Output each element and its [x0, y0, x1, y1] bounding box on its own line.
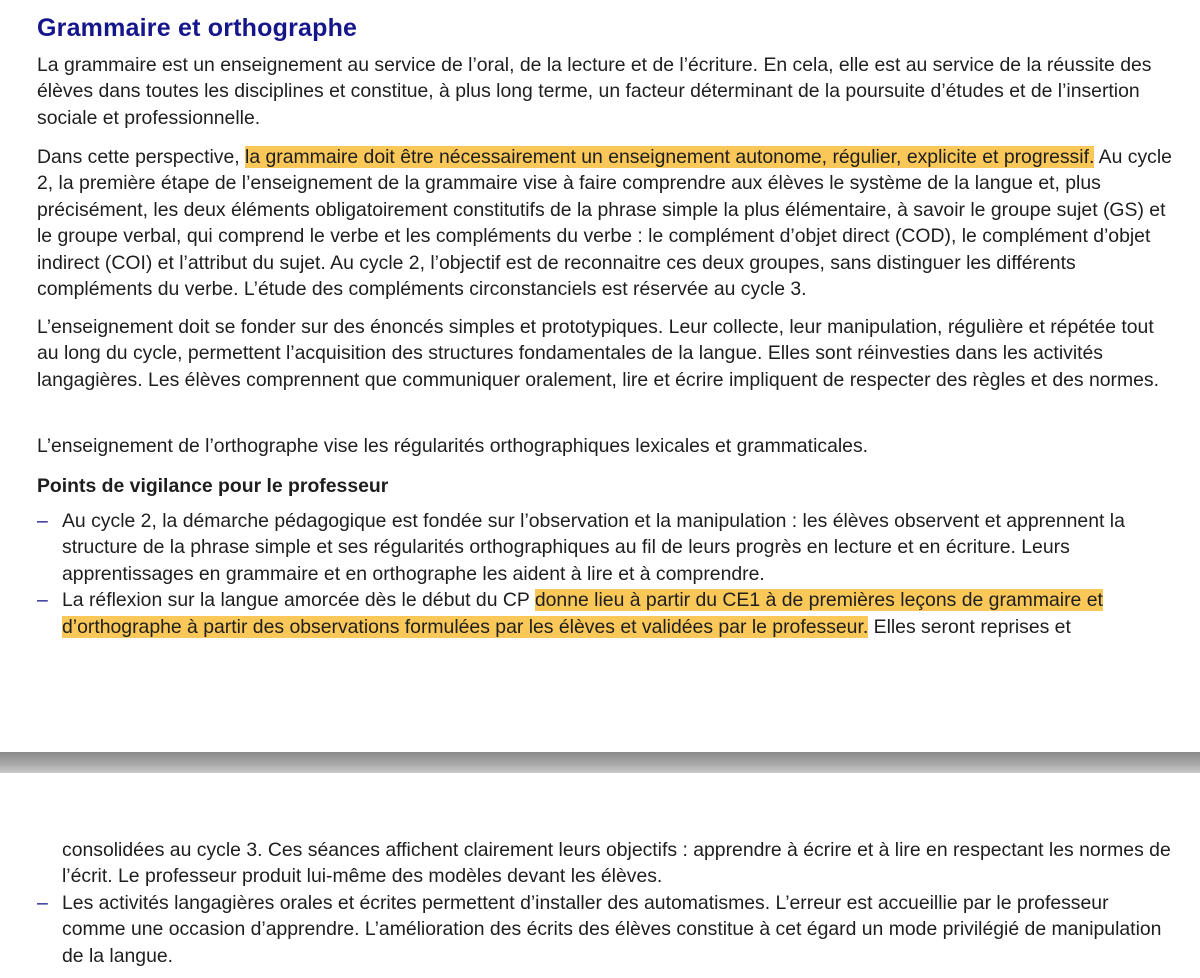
paragraph-grammar-perspective — [37, 144, 1177, 302]
vigilance-heading: Points de vigilance pour le professeur — [37, 475, 389, 497]
dash-bullet: – — [37, 891, 48, 914]
highlighted-text: la grammaire doit être nécessairement un enseignement autonome, régulier, explicite et progressif. — [245, 146, 1095, 168]
list-item-text: consolidées au cycle 3. Ces séances affichent clairement leurs objectifs : apprendre à écrire et à lire en respectant les normes de l’écrit. Le professeur produit lui-même des modèles devant les élèves. — [62, 839, 1171, 888]
list-item — [0, 587, 1172, 640]
paragraph-text: Dans cette perspective, — [37, 146, 246, 168]
list-item-text: Les activités langagières orales et écrites permettent d’installer des automatismes. L’erreur est accueillie par le professeur comme une occasion d’apprendre. L’amélioration des écrits des élèves constitue à cet égard un mode privilégié de manipulation de la langue. — [62, 891, 1162, 967]
paragraph-teaching-basis: L’enseignement doit se fonder sur des énoncés simples et prototypiques. Leur collecte, leur manipulation, régulière et répétée tout au long du cycle, permettent l’acquisition des structures fondamentales de la langue. Elles sont réinvesties dans les activités langagières. Les élèves comprennent que communiquer oralement, lire et écrire impliquent de respecter des règles et des normes. — [37, 316, 1160, 391]
paragraph-text: Au cycle 2, la première étape de l’enseignement de la grammaire vise à faire comprendre aux élèves le système de la langue et, plus précisément, les deux éléments obligatoirement constitutifs de la phrase simple la plus élémentaire, à savoir le groupe sujet (GS) et le groupe verbal, qui comprend le verbe et les compléments du verbe : le complément d’objet direct (COD), le complément d’objet indirect (COI) et l’attribut du sujet. Au cycle 2, l’objectif est de reconnaitre ces deux groupes, sans distinguer les différents compléments du verbe. L’étude des compléments circonstanciels est réservée au cycle 3. — [37, 146, 1172, 301]
list-item-text: Au cycle 2, la démarche pédagogique est fondée sur l’observation et la manipulation : les élèves observent et apprennent la structure de la phrase simple et ses régularités orthographiques au fil de leurs progrès en lecture et en écriture. Leurs apprentissages en grammaire et en orthographe les aident à lire et à comprendre. — [62, 510, 1125, 585]
list-item-continued — [0, 837, 1172, 890]
highlighted-text: donne lieu à partir du CE1 à de premières leçons de grammaire et d’orthographe à partir des observations formulées par les élèves et validées par le professeur. — [62, 589, 1103, 638]
document-page-bottom — [0, 773, 1200, 978]
list-item-text: La réflexion sur la langue amorcée dès le début du CP — [62, 589, 535, 612]
dash-bullet: – — [37, 589, 48, 612]
paragraph-grammar-purpose: La grammaire est un enseignement au service de l’oral, de la lecture et de l’écriture. En cela, elle est au service de la réussite des élèves dans toutes les disciplines et constitue, à plus long terme, un facteur déterminant de la poursuite d’études et de l’insertion sociale et professionnelle. — [37, 54, 1152, 129]
vigilance-list-continued — [0, 837, 1200, 969]
list-item — [0, 890, 1172, 969]
list-item — [0, 508, 1172, 587]
dash-bullet: – — [37, 510, 48, 532]
list-item-text: Elles seront reprises et — [868, 615, 1071, 638]
vigilance-list — [0, 508, 1200, 640]
page-separator — [0, 752, 1200, 773]
section-title: Grammaire et orthographe — [37, 14, 358, 42]
paragraph-orthography: L’enseignement de l’orthographe vise les régularités orthographiques lexicales et grammaticales. — [37, 435, 869, 457]
